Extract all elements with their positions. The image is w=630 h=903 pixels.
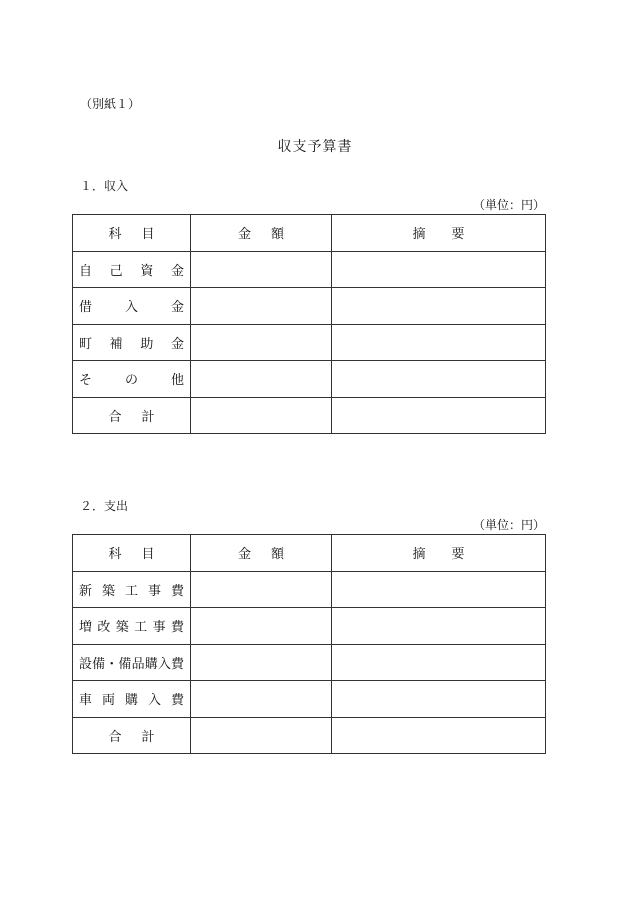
label-char: 計 [141, 409, 155, 425]
income-amount-cell[interactable] [191, 288, 332, 325]
label-char: 補 [109, 336, 123, 352]
label-char: 事 [147, 583, 161, 599]
label-char: 額 [270, 547, 284, 563]
cell-label [73, 333, 190, 352]
expense-item-cell [73, 571, 191, 608]
cell-label [109, 406, 155, 425]
label-char: 入 [124, 300, 138, 316]
table-row [73, 324, 546, 361]
label-char: 金 [170, 300, 184, 316]
expense-amount-cell[interactable] [191, 608, 332, 645]
label-char: ・ [105, 656, 119, 672]
income-total-row [73, 397, 546, 434]
income-item-cell [73, 324, 191, 361]
income-amount-cell[interactable] [191, 324, 332, 361]
cell-label [73, 653, 190, 672]
expense-remarks-cell[interactable] [332, 571, 546, 608]
table-row [73, 681, 546, 718]
income-remarks-cell[interactable] [332, 251, 546, 288]
label-char: 計 [141, 729, 155, 745]
label-char: 費 [170, 583, 184, 599]
income-header-item [73, 215, 191, 252]
label-char: 金 [238, 227, 252, 243]
expense-unit-label: （単位：円） [472, 518, 545, 532]
label-char: 費 [170, 620, 184, 636]
label-char: 工 [124, 583, 138, 599]
expense-remarks-cell[interactable] [332, 644, 546, 681]
label-char: 備 [118, 656, 132, 672]
label-char: 科 [108, 227, 122, 243]
income-total-amount[interactable] [191, 397, 332, 434]
cell-label [73, 580, 190, 599]
cell-label [413, 223, 465, 242]
label-char: 入 [157, 656, 171, 672]
table-row [73, 251, 546, 288]
income-header-remarks [332, 215, 546, 252]
label-char: 改 [97, 620, 111, 636]
label-char: 金 [170, 336, 184, 352]
table-row [73, 608, 546, 645]
label-char: 資 [140, 263, 154, 279]
cell-label [109, 223, 155, 242]
cell-label [73, 260, 190, 279]
attachment-label: （別紙１） [80, 97, 141, 111]
expense-header-amount [191, 535, 332, 572]
label-char: 購 [144, 656, 158, 672]
label-char: 設 [79, 656, 93, 672]
table-row [73, 644, 546, 681]
label-char: 品 [131, 656, 145, 672]
label-char: 金 [238, 547, 252, 563]
label-char: 合 [108, 409, 122, 425]
expense-item-cell [73, 681, 191, 718]
expense-item-cell [73, 608, 191, 645]
expense-heading: ２．支出 [80, 499, 129, 513]
income-amount-cell[interactable] [191, 361, 332, 398]
label-char: 借 [79, 300, 93, 316]
cell-label [73, 369, 190, 388]
income-table [72, 214, 546, 434]
label-char: 町 [79, 336, 93, 352]
label-char: 費 [170, 656, 184, 672]
income-total-label [73, 397, 191, 434]
income-remarks-cell[interactable] [332, 361, 546, 398]
label-char: 購 [124, 693, 138, 709]
label-char: 費 [170, 693, 184, 709]
expense-remarks-cell[interactable] [332, 681, 546, 718]
label-char: 備 [92, 656, 106, 672]
label-char: 築 [115, 620, 129, 636]
label-char: 額 [270, 227, 284, 243]
cell-label [73, 296, 190, 315]
label-char: 築 [101, 583, 115, 599]
label-char: 両 [101, 693, 115, 709]
cell-label [238, 223, 284, 242]
expense-total-label [73, 717, 191, 754]
label-char: 新 [79, 583, 93, 599]
label-char: 合 [108, 729, 122, 745]
income-item-cell [73, 361, 191, 398]
label-char: 要 [451, 227, 465, 243]
income-remarks-cell[interactable] [332, 324, 546, 361]
expense-total-remarks[interactable] [332, 717, 546, 754]
label-char: 事 [152, 620, 166, 636]
income-header-row [73, 215, 546, 252]
label-char: 科 [108, 547, 122, 563]
cell-label [413, 543, 465, 562]
label-char: 要 [451, 547, 465, 563]
expense-amount-cell[interactable] [191, 644, 332, 681]
table-row [73, 288, 546, 325]
expense-amount-cell[interactable] [191, 571, 332, 608]
label-char: 自 [79, 263, 93, 279]
label-char: の [124, 373, 138, 389]
income-unit-label: （単位：円） [472, 198, 545, 212]
income-item-cell [73, 288, 191, 325]
label-char: 金 [170, 263, 184, 279]
label-char: そ [79, 373, 93, 389]
document-title: 収支予算書 [277, 139, 353, 155]
label-char: 摘 [412, 227, 426, 243]
cell-label [238, 543, 284, 562]
expense-header-remarks [332, 535, 546, 572]
expense-header-item [73, 535, 191, 572]
label-char: 摘 [412, 547, 426, 563]
expense-amount-cell[interactable] [191, 681, 332, 718]
label-char: 己 [109, 263, 123, 279]
expense-item-cell [73, 644, 191, 681]
expense-table [72, 534, 546, 754]
income-total-remarks[interactable] [332, 397, 546, 434]
expense-remarks-cell[interactable] [332, 608, 546, 645]
table-row [73, 361, 546, 398]
label-char: 目 [141, 547, 155, 563]
income-header-amount [191, 215, 332, 252]
label-char: 助 [140, 336, 154, 352]
label-char: 車 [79, 693, 93, 709]
label-char: 他 [170, 373, 184, 389]
label-char: 工 [134, 620, 148, 636]
expense-total-amount[interactable] [191, 717, 332, 754]
expense-header-row [73, 535, 546, 572]
label-char: 入 [147, 693, 161, 709]
income-amount-cell[interactable] [191, 251, 332, 288]
income-remarks-cell[interactable] [332, 288, 546, 325]
label-char: 目 [141, 227, 155, 243]
table-row [73, 571, 546, 608]
cell-label [109, 726, 155, 745]
income-heading: １．収入 [80, 179, 129, 193]
cell-label [73, 616, 190, 635]
label-char: 増 [79, 620, 93, 636]
cell-label [73, 689, 190, 708]
income-item-cell [73, 251, 191, 288]
cell-label [109, 543, 155, 562]
expense-total-row [73, 717, 546, 754]
